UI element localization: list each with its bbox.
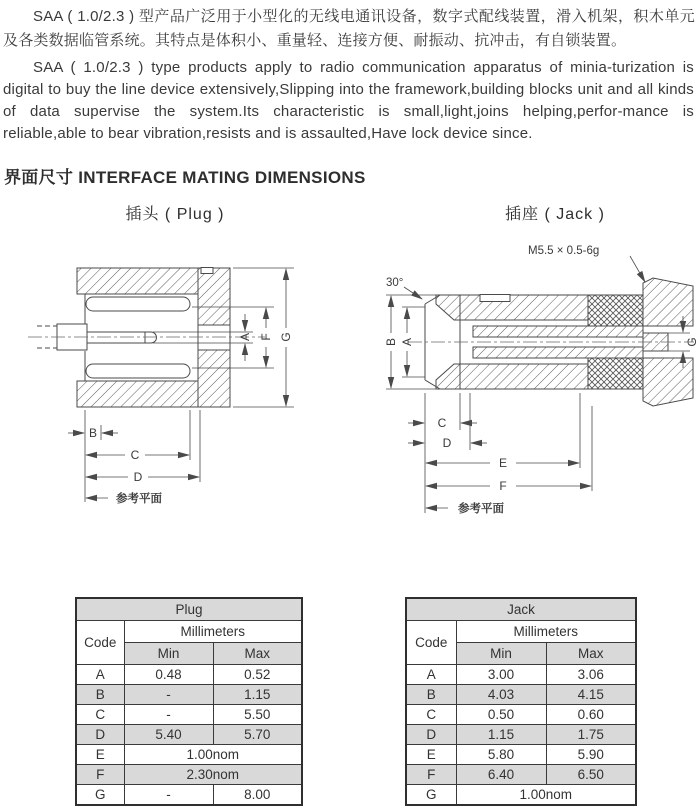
plug-diagram-title: 插头 ( Plug ): [125, 206, 225, 223]
table-row: [406, 665, 636, 685]
jack-table-max-header: Max: [546, 643, 636, 665]
plug-dim-b-label: B: [88, 426, 98, 440]
jack-diagram: [358, 238, 700, 538]
jack-table-unit-header: Millimeters: [456, 621, 636, 643]
plug-dim-f-label: F: [259, 333, 273, 341]
row-min: -: [124, 705, 213, 725]
row-code: B: [76, 685, 124, 705]
row-value: 1.00nom: [456, 785, 636, 806]
row-max: 1.75: [546, 725, 636, 745]
row-min: -: [124, 685, 213, 705]
intro-paragraph-zh: SAA ( 1.0/2.3 ) 型产品广泛用于小型化的无线电通讯设备，数字式配线装置，滑入机架，积木单元及各类数据临管系统。其特点是体积小、重量轻、连接方便、耐振动、抗冲击，有自锁装置。: [3, 8, 695, 49]
row-value: 1.00nom: [124, 745, 302, 765]
row-code: B: [406, 685, 456, 705]
jack-diagram-title: 插座 ( Jack ): [505, 206, 605, 223]
row-code: E: [76, 745, 124, 765]
row-min: 3.00: [456, 665, 546, 685]
jack-ref-plane-label: 参考平面: [458, 503, 504, 515]
row-min: -: [124, 785, 213, 806]
table-row: [406, 725, 636, 745]
plug-diagram: [20, 240, 310, 515]
section-heading-zh: 界面尺寸: [4, 168, 74, 187]
row-code: D: [406, 725, 456, 745]
jack-thread-note: M5.5 × 0.5-6g: [528, 245, 600, 257]
jack-dimension-table: [405, 597, 637, 806]
plug-dim-a-label: A: [238, 332, 252, 342]
row-min: 0.50: [456, 705, 546, 725]
row-code: E: [406, 745, 456, 765]
table-row: [76, 665, 302, 685]
row-code: G: [406, 785, 456, 806]
jack-table-code-header: Code: [406, 621, 456, 665]
plug-table-min-header: Min: [124, 643, 213, 665]
section-heading-en: INTERFACE MATING DIMENSIONS: [78, 168, 366, 187]
row-max: 5.50: [213, 705, 302, 725]
jack-table-title: Jack: [406, 598, 636, 621]
jack-table-min-header: Min: [456, 643, 546, 665]
jack-dim-c-label: C: [437, 416, 447, 430]
table-row: [76, 725, 302, 745]
plug-dim-d-label: D: [133, 470, 143, 484]
table-row: [406, 745, 636, 765]
table-row: [76, 705, 302, 725]
table-row: [406, 705, 636, 725]
table-row: [76, 785, 302, 806]
row-min: 1.15: [456, 725, 546, 745]
plug-table-unit-header: Millimeters: [124, 621, 302, 643]
jack-dim-f-label: F: [499, 479, 507, 493]
row-min: 4.03: [456, 685, 546, 705]
row-max: 6.50: [546, 765, 636, 785]
row-code: G: [76, 785, 124, 806]
section-heading: [4, 163, 366, 188]
row-code: C: [406, 705, 456, 725]
row-code: F: [76, 765, 124, 785]
row-min: 6.40: [456, 765, 546, 785]
row-min: 0.48: [124, 665, 213, 685]
jack-dim-e-label: E: [498, 456, 508, 470]
plug-dim-c-label: C: [130, 448, 140, 462]
plug-table-title: Plug: [76, 598, 302, 621]
plug-dim-g-label: G: [279, 332, 293, 342]
table-row: [406, 785, 636, 806]
jack-dim-d-label: D: [442, 436, 452, 450]
row-max: 5.90: [546, 745, 636, 765]
table-row: [406, 765, 636, 785]
table-row: [76, 765, 302, 785]
row-code: F: [406, 765, 456, 785]
plug-table-code-header: Code: [76, 621, 124, 665]
row-code: D: [76, 725, 124, 745]
jack-angle-note: 30°: [386, 277, 404, 289]
jack-dim-a-label: A: [400, 337, 414, 347]
row-max: 8.00: [213, 785, 302, 806]
row-min: 5.40: [124, 725, 213, 745]
row-code: A: [406, 665, 456, 685]
row-code: C: [76, 705, 124, 725]
row-code: A: [76, 665, 124, 685]
row-max: 1.15: [213, 685, 302, 705]
table-row: [76, 745, 302, 765]
jack-dim-g-label: G: [685, 337, 699, 347]
plug-ref-plane-label: 参考平面: [116, 493, 162, 505]
plug-dimension-table: [75, 597, 303, 806]
row-min: 5.80: [456, 745, 546, 765]
plug-table-max-header: Max: [213, 643, 302, 665]
row-max: 3.06: [546, 665, 636, 685]
row-max: 5.70: [213, 725, 302, 745]
intro-paragraph-en: SAA ( 1.0/2.3 ) type products apply to radio communication apparatus of minia-turization is digital to buy the line device extensively,Slipping into the framework,building blocks unit and all kinds of data supervise the system.Its characteristic is small,light,joins helping,perfor-mance is reliable,able to bear vibration,resists and is assaulted,Have lock device since.: [3, 59, 694, 142]
jack-dim-b-label: B: [384, 337, 398, 347]
row-value: 2.30nom: [124, 765, 302, 785]
table-row: [406, 685, 636, 705]
table-row: [76, 685, 302, 705]
row-max: 4.15: [546, 685, 636, 705]
row-max: 0.52: [213, 665, 302, 685]
row-max: 0.60: [546, 705, 636, 725]
